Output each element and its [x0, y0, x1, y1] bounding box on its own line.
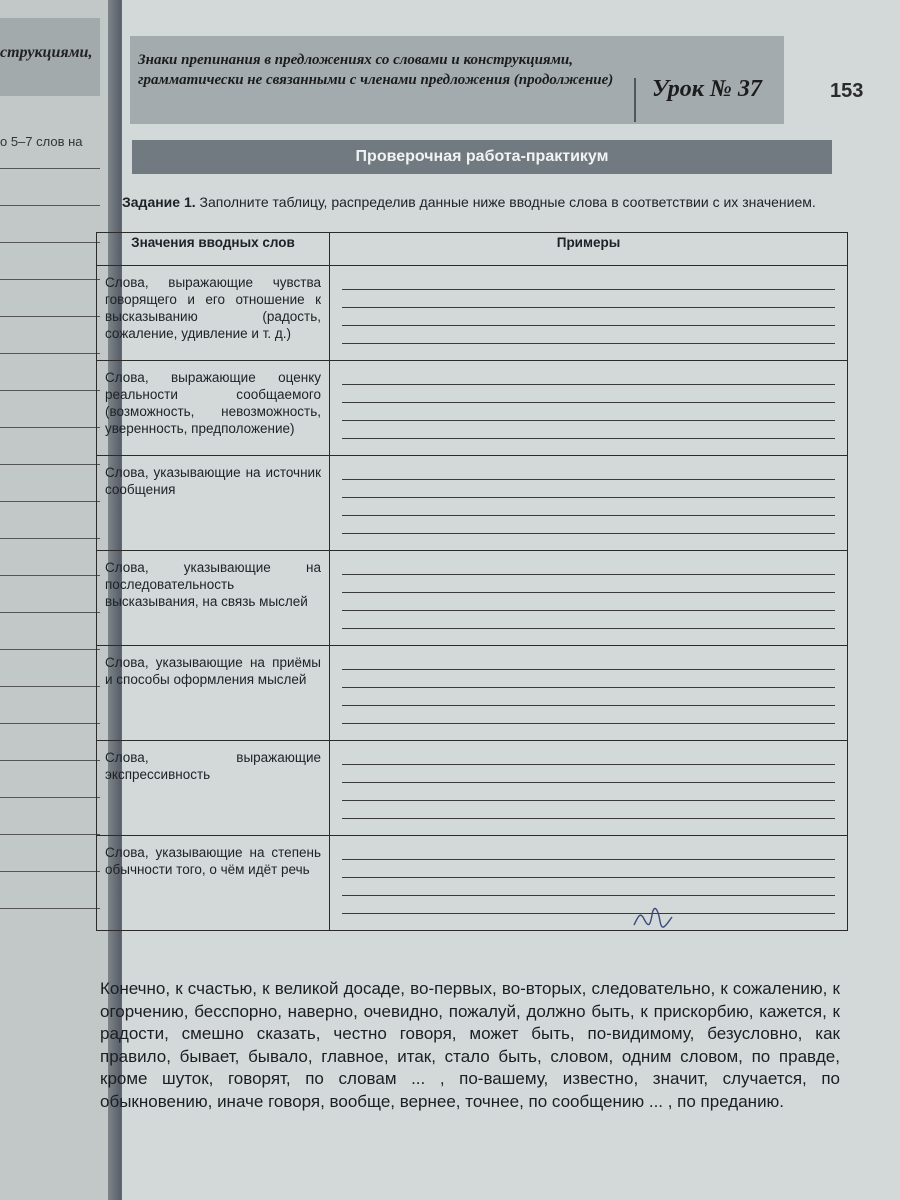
column-header-examples: Примеры: [330, 233, 848, 266]
answer-line: [342, 913, 835, 914]
answer-line: [342, 592, 835, 593]
table-row: [97, 741, 848, 836]
category-cell: Слова, выражающие экспрессивность: [97, 741, 330, 836]
answer-line: [342, 343, 835, 344]
section-title: Знаки препинания в предложениях со словами и конструкциями, грамматически не связанными с членами предложения (продолжение): [138, 52, 614, 88]
left-page-line: [0, 501, 100, 502]
handwritten-mark: [632, 905, 674, 931]
table-row: [97, 646, 848, 741]
category-cell: Слова, указывающие на последовательность высказывания, на связь мыслей: [97, 551, 330, 646]
answer-cell[interactable]: [330, 551, 848, 646]
task-text: Заполните таблицу, распределив данные ниже вводные слова в соответствии с их значением.: [199, 194, 816, 210]
answer-line: [342, 515, 835, 516]
left-page-line: [0, 538, 100, 539]
category-cell: Слова, указывающие на источник сообщения: [97, 456, 330, 551]
left-page-line: [0, 575, 100, 576]
answer-line: [342, 723, 835, 724]
left-page-line: [0, 316, 100, 317]
answer-line: [342, 669, 835, 670]
page-number: 153: [830, 80, 864, 102]
left-page-line: [0, 205, 100, 206]
answer-line: [342, 895, 835, 896]
left-page-header-text: струкциями,: [0, 44, 93, 61]
answer-line: [342, 610, 835, 611]
answer-line: [342, 438, 835, 439]
left-page-line: [0, 686, 100, 687]
answer-line: [342, 289, 835, 290]
category-cell: Слова, указывающие на степень обычности того, о чём идёт речь: [97, 836, 330, 931]
table-row: [97, 456, 848, 551]
introductory-words-list: Конечно, к счастью, к великой досаде, во-первых, во-вторых, следовательно, к сожалению, к огорчению, бесспорно, наверно, очевидно, пожалуй, должно быть, к прискорбию, кажется, к радости, смешно сказать, честно говоря, может быть, по-видимому, безусловно, как правило, бывает, бывало, главное, итак, стало быть, словом, одним словом, по правде, кроме шуток, говорят, по словам ... , по-вашему, известно, значит, случается, по обыкновению, иначе говоря, вообще, вернее, точнее, по сообщению ... , по преданию.: [100, 979, 840, 1111]
left-page-text-fragment: о 5–7 слов на: [0, 134, 83, 149]
answer-line: [342, 479, 835, 480]
left-page-line: [0, 390, 100, 391]
answer-cell[interactable]: [330, 361, 848, 456]
answer-line: [342, 325, 835, 326]
answer-line: [342, 628, 835, 629]
answer-line: [342, 859, 835, 860]
task-label: Задание 1.: [122, 194, 196, 210]
column-header-meanings: Значения вводных слов: [97, 233, 330, 266]
left-page-line: [0, 427, 100, 428]
table-row: [97, 266, 848, 361]
left-page-line: [0, 723, 100, 724]
table-row: [97, 836, 848, 931]
task-instruction: [122, 194, 842, 210]
left-page-line: [0, 871, 100, 872]
header-divider: [634, 78, 636, 122]
answer-cell[interactable]: [330, 266, 848, 361]
answer-line: [342, 384, 835, 385]
left-page-line: [0, 908, 100, 909]
lesson-number: Урок № 37: [652, 76, 762, 102]
answer-cell[interactable]: [330, 741, 848, 836]
answer-line: [342, 497, 835, 498]
answer-line: [342, 877, 835, 878]
worksheet-banner: Проверочная работа-практикум: [132, 140, 832, 174]
table-row: [97, 551, 848, 646]
lesson-header: [130, 36, 784, 124]
answer-line: [342, 420, 835, 421]
answer-line: [342, 705, 835, 706]
table-row: [97, 361, 848, 456]
answer-cell[interactable]: [330, 836, 848, 931]
category-cell: Слова, выражающие чувства говорящего и его отношение к высказыванию (радость, сожаление, удивление и т. д.): [97, 266, 330, 361]
left-page-line: [0, 649, 100, 650]
category-cell: Слова, указывающие на приёмы и способы оформления мыслей: [97, 646, 330, 741]
category-cell: Слова, выражающие оценку реальности сообщаемого (возможность, невозможность, уверенность, предположение): [97, 361, 330, 456]
left-page-line: [0, 353, 100, 354]
answer-line: [342, 307, 835, 308]
answer-line: [342, 782, 835, 783]
answer-line: [342, 533, 835, 534]
left-page-line: [0, 797, 100, 798]
answer-cell[interactable]: [330, 456, 848, 551]
answer-line: [342, 800, 835, 801]
fill-in-table: [96, 232, 848, 931]
answer-line: [342, 818, 835, 819]
left-page-line: [0, 242, 100, 243]
answer-line: [342, 687, 835, 688]
left-page-line: [0, 464, 100, 465]
right-page: [100, 0, 900, 1200]
left-page-line: [0, 834, 100, 835]
left-page-line: [0, 279, 100, 280]
left-page-line: [0, 168, 100, 169]
answer-line: [342, 574, 835, 575]
answer-line: [342, 402, 835, 403]
left-page-line: [0, 760, 100, 761]
left-page-line: [0, 612, 100, 613]
answer-cell[interactable]: [330, 646, 848, 741]
answer-line: [342, 764, 835, 765]
